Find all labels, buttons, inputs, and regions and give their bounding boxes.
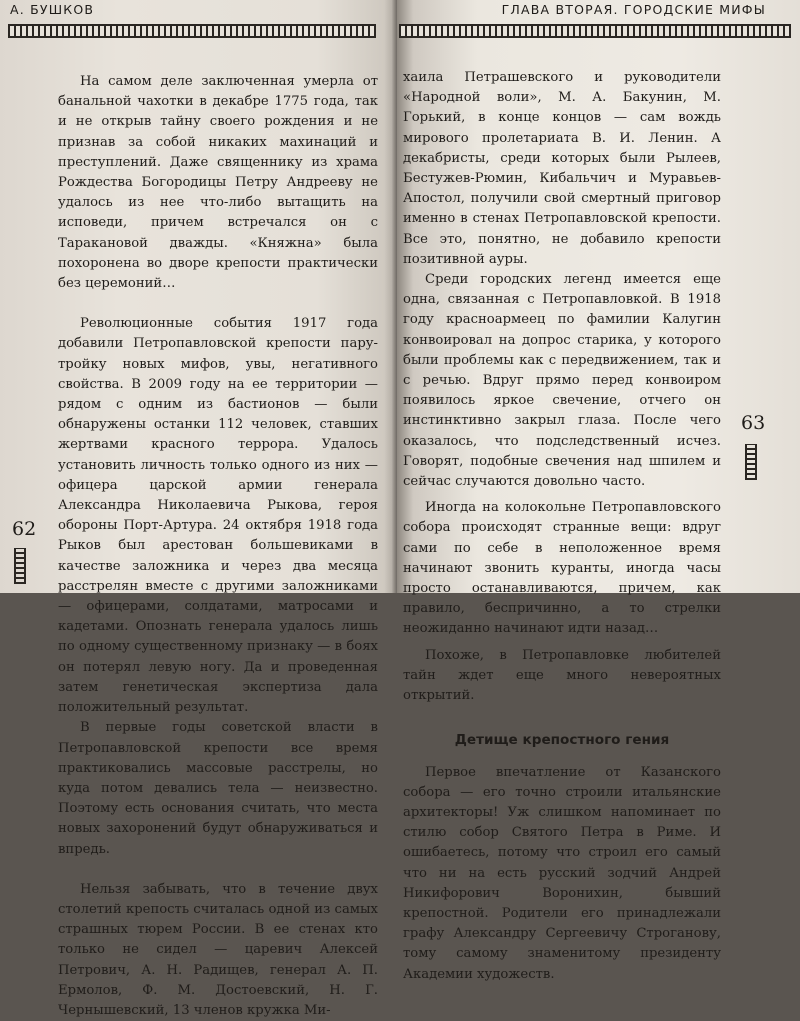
ornament-border-top	[8, 24, 376, 38]
page-number: 63	[741, 412, 766, 434]
paragraph: хаила Петрашевского и руководители «Народной воли», М. А. Бакунин, М. Горький, в конце концов — сам вождь мирового пролетариата В. И. Ленин. А декабристы, среди которых были Рылеев, Бестужев-Рюмин, Кибальчич и Муравьев-Апостол, получили свой смертный приговор именно в стенах Петропавловской крепости. Все это, понятно, не добавило крепости позитивной ауры.	[403, 70, 721, 267]
paragraph: Нельзя забывать, что в течение двух столетий крепость считалась одной из самых страшных тюрем России. В ее стенах кто только не сидел — царевич Алексей Петрович, А. Н. Радищев, генерал А. П. Ермолов, Ф. М. Достоевский, Н. Г. Чернышевский, 13 членов кружка Ми-	[58, 881, 378, 1018]
running-head-author: А. БУШКОВ	[10, 2, 95, 17]
paragraph: Иногда на колокольне Петропавловского собора происходят странные вещи: вдруг сами по себе в неположенное время начинают звонить куранты, иногда часы просто останавливаются, причем, как правило, беспричинно, а то стрелки неожиданно начинают идти назад…	[403, 500, 721, 637]
paragraph: В первые годы советской власти в Петропавловской крепости все время практиковались массовые расстрелы, но куда потом девались тела — неизвестно. Поэтому есть основания считать, что места новых захоронений будут обнаруживаться и впредь.	[58, 720, 378, 857]
right-page	[397, 0, 800, 982]
paragraph: Похоже, в Петропавловке любителей тайн ждет еще много невероятных открытий.	[403, 647, 721, 704]
ornament-border-top	[399, 24, 791, 38]
page-number: 62	[12, 518, 37, 540]
left-page-body	[58, 72, 378, 1021]
left-page	[0, 0, 396, 1018]
section-heading: Детище крепостного гения	[454, 732, 670, 749]
paragraph: Первое впечатление от Казанского собора — его точно строили итальянские архитекторы! Уж слишком напоминает по стилю собор Святого Петра в Риме. И ошибаетесь, потому что строил его самый что ни на есть русский зодчий Андрей Никифорович Воронихин, бывший крепостной. Родители его принадлежали графу Александру Сергеевичу Строганову, тому самому знаменитому президенту Академии художеств.	[403, 764, 721, 982]
right-page-body	[403, 68, 721, 985]
paragraph: Революционные события 1917 года добавили Петропавловской крепости пару-тройку новых мифов, увы, негативного свойства. В 2009 году на ее территории — рядом с одним из бастионов — были обнаружены останки 112 человек, ставших жертвами красного террора. Удалось установить личность только одного из них — офицера царской армии генерала Александра Николаевича Рыкова, героя обороны Порт-Артура. 24 октября 1918 года Рыков был арестован большевиками в качестве заложника и через два месяца расстрелян вместе с другими заложниками — офицерами, солдатами, матросами и кадетами. Опознать генерала удалось лишь по одному существенному признаку — в боях он потерял левую ногу. Да и проведенная затем генетическая экспертиза дала положительный результат.	[58, 316, 378, 716]
ornament-side	[14, 548, 26, 584]
paragraph: Среди городских легенд имеется еще одна, связанная с Петропавловкой. В 1918 году красноармеец по фамилии Калугин конвоировал на допрос старика, у которого были проблемы как с передвижением, так и с речью. Вдруг прямо перед конвоиром появилось яркое свечение, отчего он инстинктивно закрыл глаза. После чего оказалось, что подследственный исчез. Говорят, подобные свечения над шпилем и сейчас случаются довольно часто.	[403, 272, 721, 490]
running-head-chapter: ГЛАВА ВТОРАЯ. ГОРОДСКИЕ МИФЫ	[501, 2, 766, 17]
ornament-side	[745, 444, 757, 480]
paragraph: На самом деле заключенная умерла от банальной чахотки в декабре 1775 года, так и не открыв тайну своего рождения и не признав за собой никаких махинаций и преступлений. Даже священнику из храма Рождества Богородицы Петру Андрееву не удалось из нее что-либо вытащить на исповеди, причем встречался он с Таракановой дважды. «Княжна» была похоронена во дворе крепости практически без церемоний…	[58, 74, 378, 292]
